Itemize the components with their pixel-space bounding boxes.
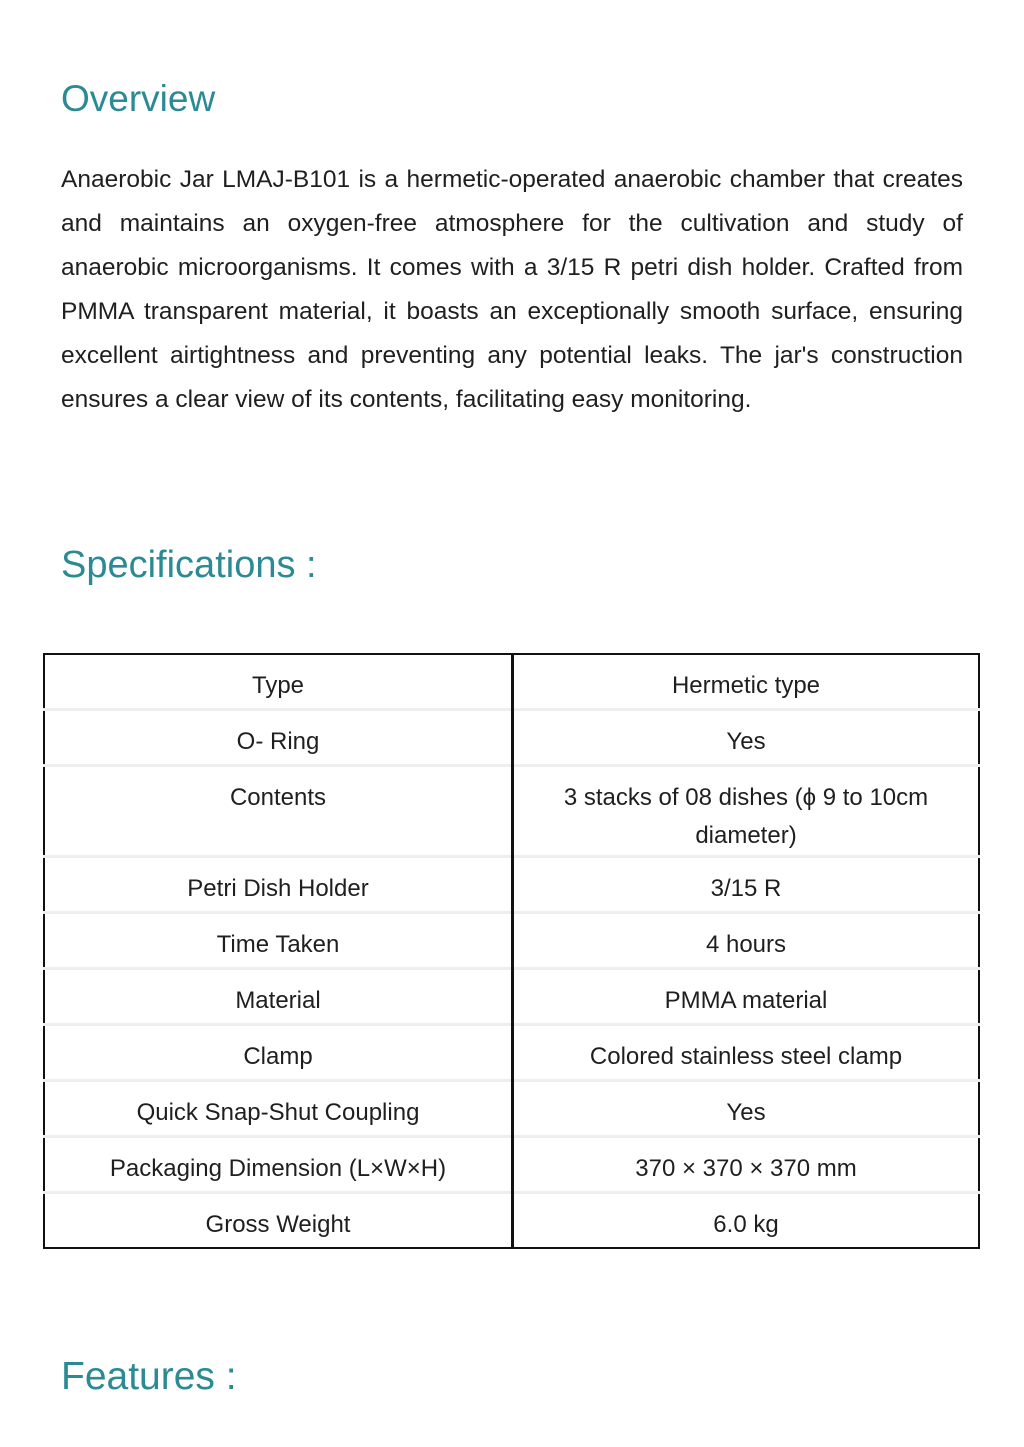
features-heading: Features : — [61, 1355, 237, 1398]
spec-value-petri-dish-holder: 3/15 R — [513, 857, 980, 913]
overview-paragraph: Anaerobic Jar LMAJ-B101 is a hermetic-operated anaerobic chamber that creates and maintains an oxygen-free atmosphere for the cultivation and study of anaerobic microorganisms. It comes with a 3/15 R petri dish holder. Crafted from PMMA transparent material, it boasts an exceptionally smooth surface, ensuring excellent airtightness and preventing any potential leaks. The jar's construction ensures a clear view of its contents, facilitating easy monitoring. — [61, 166, 963, 413]
spec-label-petri-dish-holder: Petri Dish Holder — [44, 857, 513, 913]
spec-value-clamp: Colored stainless steel clamp — [513, 1025, 980, 1081]
spec-value-time-taken: 4 hours — [513, 913, 980, 969]
spec-value-quick-snap-shut-coupling: Yes — [513, 1081, 980, 1137]
table-row — [44, 710, 979, 766]
spec-label-contents: Contents — [44, 766, 513, 857]
spec-label-type: Type — [44, 654, 513, 710]
table-row — [44, 969, 979, 1025]
specifications-table-body — [44, 654, 979, 1248]
table-row — [44, 857, 979, 913]
table-row — [44, 1193, 979, 1249]
spec-label-o-ring: O- Ring — [44, 710, 513, 766]
specifications-table — [43, 653, 980, 1249]
table-row — [44, 1137, 979, 1193]
spec-value-gross-weight: 6.0 kg — [513, 1193, 980, 1249]
spec-label-clamp: Clamp — [44, 1025, 513, 1081]
spec-label-material: Material — [44, 969, 513, 1025]
spec-value-type: Hermetic type — [671, 672, 821, 699]
spec-label-quick-snap-shut-coupling: Quick Snap-Shut Coupling — [44, 1081, 513, 1137]
spec-value-contents: 3 stacks of 08 dishes (ϕ 9 to 10cm diameter) — [513, 766, 980, 857]
spec-label-packaging-dimension: Packaging Dimension (L×W×H) — [44, 1137, 513, 1193]
spec-value-material: PMMA material — [513, 969, 980, 1025]
table-row — [44, 766, 979, 857]
table-row — [44, 654, 979, 710]
spec-value-packaging-dimension: 370 × 370 × 370 mm — [513, 1137, 980, 1193]
spec-label-gross-weight: Gross Weight — [44, 1193, 513, 1249]
overview-heading: Overview — [61, 78, 216, 119]
table-row — [44, 1025, 979, 1081]
table-row — [44, 913, 979, 969]
table-row — [44, 1081, 979, 1137]
spec-label-time-taken: Time Taken — [44, 913, 513, 969]
specifications-heading: Specifications : — [61, 544, 317, 586]
spec-value-o-ring: Yes — [513, 710, 980, 766]
